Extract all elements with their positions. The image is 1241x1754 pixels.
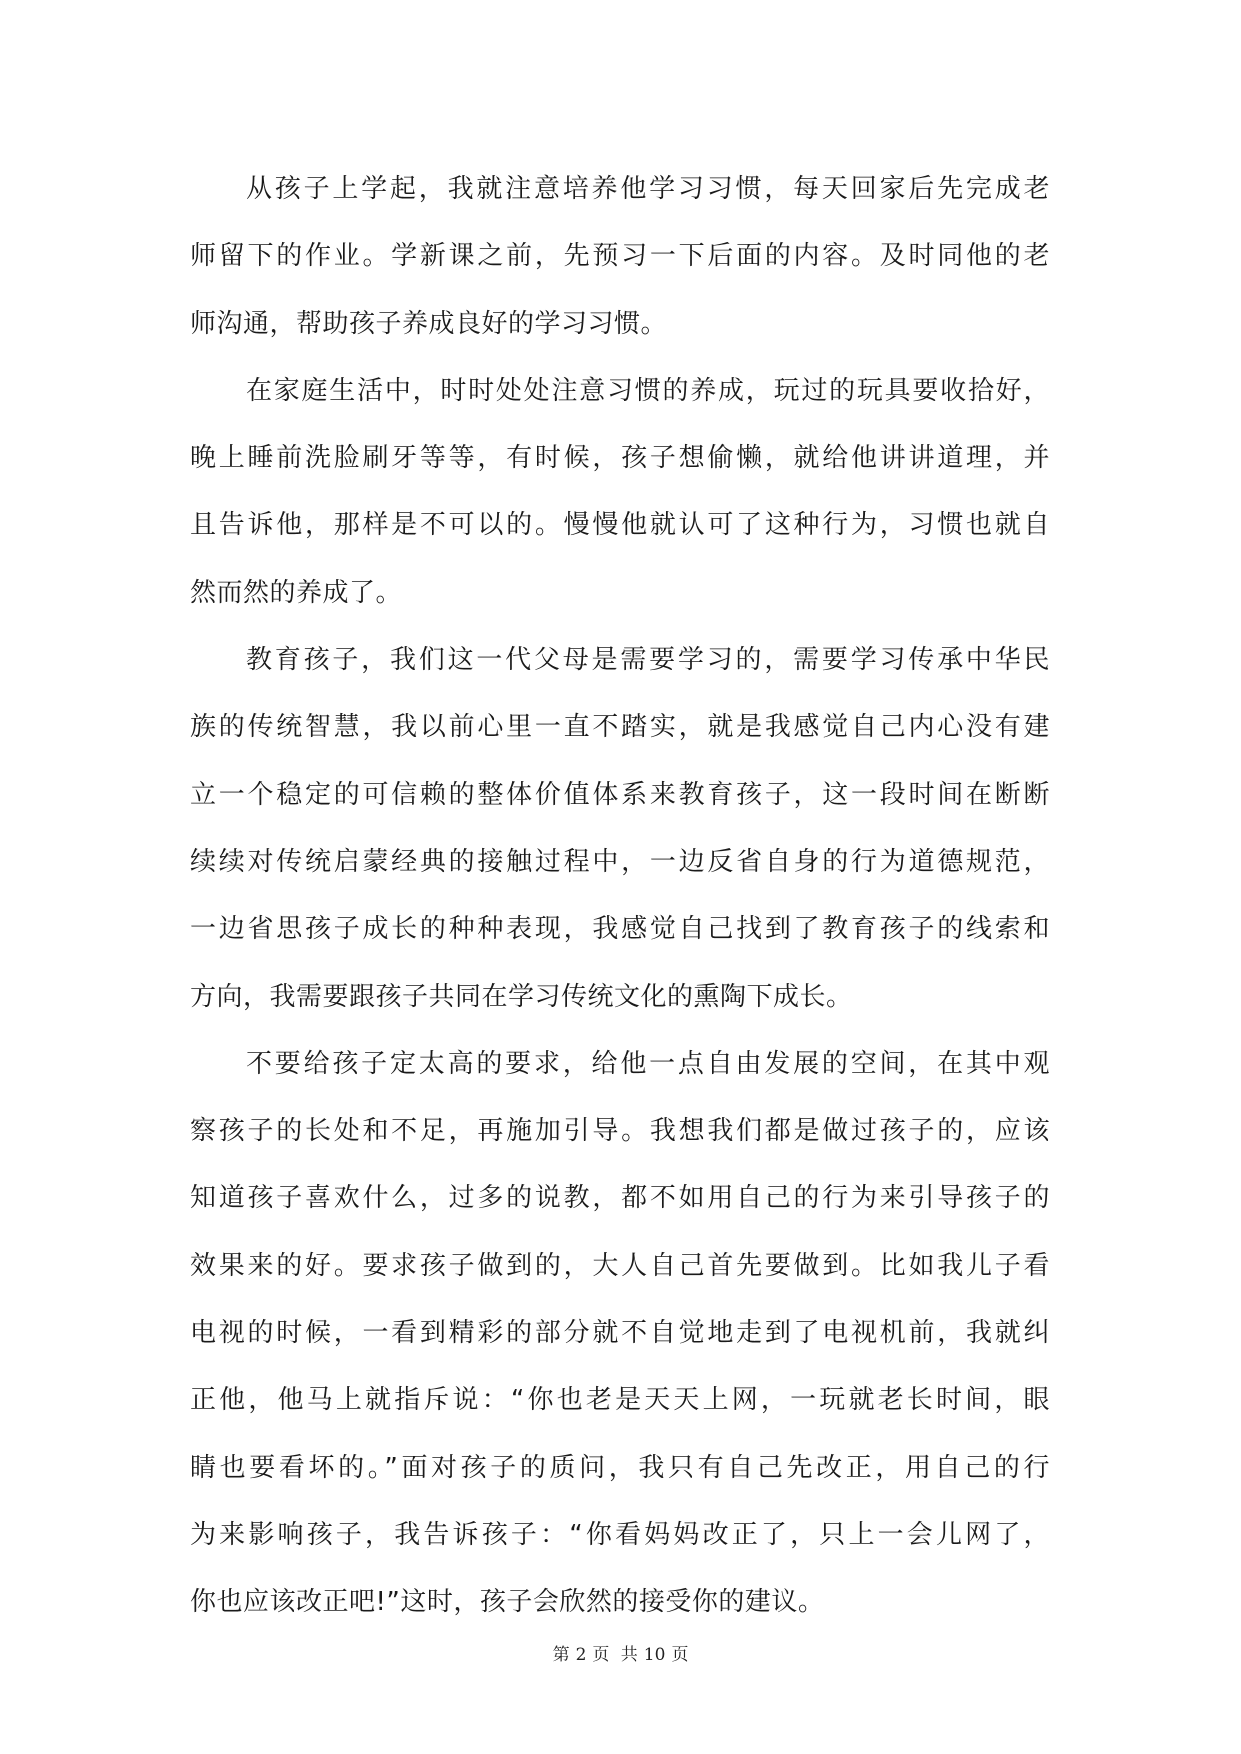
paragraph-4-line-1: 不要给孩子定太高的要求，给他一点自由发展的空间，在其中观 — [246, 1048, 1050, 1079]
paragraph-1-line-3: 师沟通，帮助孩子养成良好的学习习惯。 — [190, 308, 668, 339]
paragraph-3-line-3: 立一个稳定的可信赖的整体价值体系来教育孩子，这一段时间在断断 — [190, 779, 1050, 810]
paragraph-4-line-9: 你也应该改正吧!”这时，孩子会欣然的接受你的建议。 — [190, 1587, 825, 1618]
footer-prefix: 第 — [552, 1645, 570, 1665]
paragraph-1-line-2: 师留下的作业。学新课之前，先预习一下后面的内容。及时同他的老 — [190, 241, 1050, 272]
paragraph-2-line-2: 晚上睡前洗脸刷牙等等，有时候，孩子想偷懒，就给他讲讲道理，并 — [190, 443, 1050, 474]
paragraph-1-line-1: 从孩子上学起，我就注意培养他学习习惯，每天回家后先完成老 — [246, 174, 1050, 204]
document-body — [190, 156, 1050, 1637]
paragraph-4-line-4: 效果来的好。要求孩子做到的，大人自己首先要做到。比如我儿子看 — [190, 1250, 1050, 1281]
paragraph-3-line-1: 教育孩子，我们这一代父母是需要学习的，需要学习传承中华民 — [246, 645, 1050, 676]
paragraph-4-line-8: 为来影响孩子，我告诉孩子：“你看妈妈改正了，只上一会儿网了， — [190, 1519, 1050, 1550]
footer-suffix: 页 — [671, 1645, 689, 1665]
paragraph-4-line-5: 电视的时候，一看到精彩的部分就不自觉地走到了电视机前，我就纠 — [190, 1318, 1050, 1349]
paragraph-2-line-3: 且告诉他，那样是不可以的。慢慢他就认可了这种行为，习惯也就自 — [190, 510, 1050, 541]
page-footer — [0, 1640, 1241, 1665]
paragraph-2-line-4: 然而然的养成了。 — [190, 577, 403, 608]
paragraph-4-line-7: 睛也要看坏的。”面对孩子的质问，我只有自己先改正，用自己的行 — [190, 1452, 1050, 1483]
footer-middle: 页 共 — [592, 1645, 638, 1665]
paragraph-3-line-5: 一边省思孩子成长的种种表现，我感觉自己找到了教育孩子的线索和 — [190, 914, 1050, 945]
footer-current-page: 2 — [575, 1645, 587, 1665]
paragraph-4-line-6: 正他，他马上就指斥说：“你也老是天天上网，一玩就老长时间，眼 — [190, 1385, 1050, 1416]
paragraph-4-line-3: 知道孩子喜欢什么，过多的说教，都不如用自己的行为来引导孩子的 — [190, 1183, 1050, 1214]
paragraph-3-line-4: 续续对传统启蒙经典的接触过程中，一边反省自身的行为道德规范， — [190, 846, 1050, 877]
footer-total-pages: 10 — [643, 1645, 666, 1665]
paragraph-4-line-2: 察孩子的长处和不足，再施加引导。我想我们都是做过孩子的，应该 — [190, 1116, 1050, 1147]
paragraph-3-line-6: 方向，我需要跟孩子共同在学习传统文化的熏陶下成长。 — [190, 981, 853, 1012]
paragraph-3-line-2: 族的传统智慧，我以前心里一直不踏实，就是我感觉自己内心没有建 — [190, 712, 1050, 743]
paragraph-2-line-1: 在家庭生活中，时时处处注意习惯的养成，玩过的玩具要收拾好， — [246, 375, 1050, 406]
